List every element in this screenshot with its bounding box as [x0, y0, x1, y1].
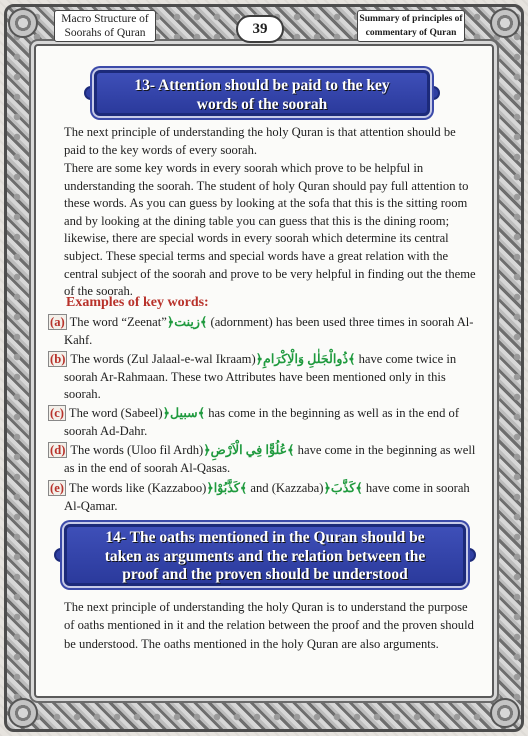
- example-label: (c): [50, 406, 64, 420]
- example-label: (d): [50, 443, 66, 457]
- section-13-heading-line2: words of the soorah: [196, 96, 328, 113]
- header-book-title-line2: Soorahs of Quran: [64, 27, 146, 39]
- example-item: [48, 405, 478, 440]
- corner-ornament-bottom-left: [8, 698, 38, 728]
- section-13-heading-line1: 13- Attention should be paid to the key: [134, 77, 390, 94]
- section-14-heading-line1: 14- The oaths mentioned in the Quran should be: [105, 529, 425, 546]
- example-text: have come in the beginning as well as in the end of soorah Al-Qasas.: [64, 443, 476, 475]
- example-text: has come in the beginning as well as in the end of soorah Ad-Dahr.: [64, 406, 460, 438]
- example-text: The words like (Kazzaboo): [68, 481, 207, 495]
- example-label: (a): [50, 315, 65, 329]
- arabic-term: ﴿عُلُوًّا فِي الْاَرْضِ﴾: [203, 443, 295, 457]
- corner-ornament-bottom-right: [490, 698, 520, 728]
- example-text: have come twice in soorah Ar-Rahmaan. These two Attributes have been mentioned only in this soorah.: [64, 352, 457, 402]
- example-text: The word “Zeenat”: [69, 315, 167, 329]
- header-chapter-title-line2: commentary of Quran: [365, 28, 457, 38]
- page-number: 39: [236, 15, 284, 43]
- example-label: (e): [50, 481, 64, 495]
- header-book-title: [54, 10, 156, 42]
- example-text: (adornment) has been used three times in soorah Al-Kahf.: [64, 315, 474, 347]
- header-chapter-title-line1: Summary of principles of: [359, 14, 463, 24]
- corner-ornament-top-right: [490, 8, 520, 38]
- example-label: (b): [50, 352, 66, 366]
- example-item: [48, 314, 478, 349]
- example-text: The words (Uloo fil Ardh): [70, 443, 204, 457]
- example-item: [48, 442, 478, 477]
- section-14-heading-line2: taken as arguments and the relation between the: [104, 547, 426, 565]
- arabic-term: ﴿سبيل﴾: [162, 406, 206, 420]
- corner-ornament-top-left: [8, 8, 38, 38]
- example-item: [48, 480, 478, 515]
- section-13-heading: [94, 70, 430, 116]
- section-14-paragraph-1: The next principle of understanding the holy Quran is to understand the purpose of oaths mentioned in it and the relation between the proof and the proven should be understood. The oaths mentioned in the holy Quran are also arguments.: [64, 600, 474, 651]
- example-text: have come in soorah Al-Qamar.: [64, 481, 470, 513]
- example-text: The words (Zul Jalaal-e-wal Ikraam): [70, 352, 256, 366]
- arabic-term: ﴿كَذَّبَ﴾: [323, 481, 363, 495]
- example-text: and (Kazzaba): [247, 481, 324, 495]
- arabic-term: ﴿زينت﴾: [166, 315, 208, 329]
- header-book-title-line1: Macro Structure of: [61, 13, 149, 25]
- section-14-heading-line3: proof and the proven should be understood: [122, 566, 408, 583]
- section-13-paragraph-2: There are some key words in every soorah which prove to be helpful in understanding the soorah. The student of holy Quran should pay full attention to these words. As you can guess by looking at the sofa that this is the sitting room and by looking at the dining table you can guess that this is the dining room; likewise, there are special words in every soorah which determine its central subject. These special terms and special words have a great relation with the central subject of the soorah and prove to be very helpful in finding out the theme of the soorah.: [64, 161, 476, 299]
- arabic-term: ﴿ذُوالْجَلٰلِ وَالْاِكْرَامِ﴾: [255, 352, 356, 366]
- example-item: [48, 351, 478, 404]
- arabic-term: ﴿كَذَّبُوْا﴾: [206, 481, 248, 495]
- example-text: The word (Sabeel): [68, 406, 163, 420]
- header-chapter-title: [357, 10, 465, 42]
- examples-heading: Examples of key words:: [66, 295, 209, 310]
- section-14-heading: [64, 524, 466, 586]
- section-13-paragraph-1: The next principle of understanding the holy Quran is that attention should be paid to the key words of every soorah.: [64, 125, 456, 157]
